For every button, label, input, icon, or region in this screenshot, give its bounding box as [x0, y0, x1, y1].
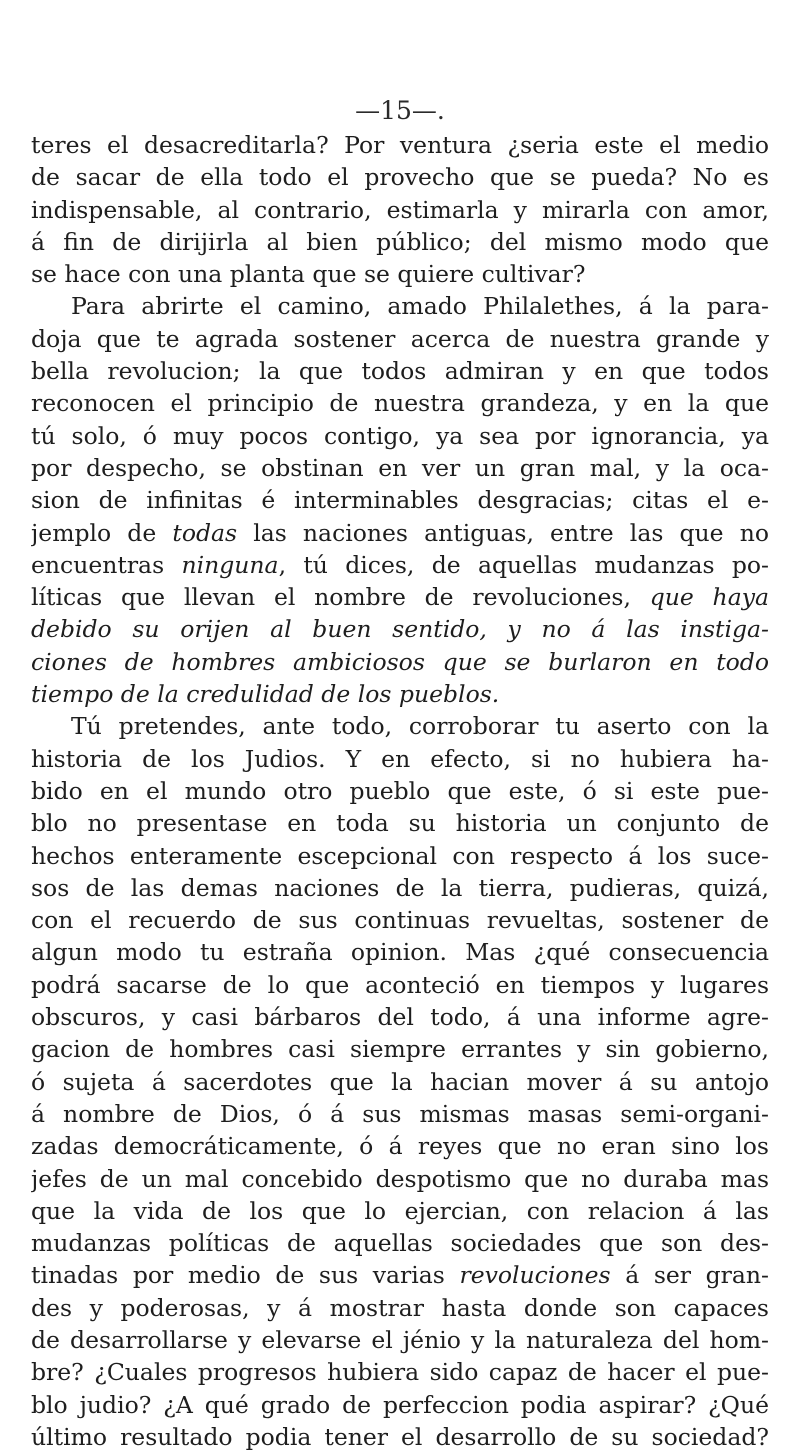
text-line: con el recuerdo de sus continuas revueltas, sostener de — [31, 906, 769, 935]
text-line: tiempo de la credulidad de los pueblos. — [31, 680, 500, 709]
text-line: blo judio? ¿A qué grado de perfeccion podia aspirar? ¿Qué — [31, 1390, 769, 1419]
text-line: á fin de dirijirla al bien público; del mismo modo que — [31, 227, 769, 256]
text-line: Para abrirte el camino, amado Philalethes, á la para- — [71, 292, 769, 321]
text-line: indispensable, al contrario, estimarla y mirarla con amor, — [31, 195, 769, 224]
text-line: jemplo de todas las naciones antiguas, entre las que no — [31, 518, 769, 547]
text-line: á nombre de Dios, ó á sus mismas masas semi-organi- — [31, 1099, 769, 1128]
text-line: bre? ¿Cuales progresos hubiera sido capaz de hacer el pue- — [31, 1358, 769, 1387]
text-line: tinadas por medio de sus varias revoluciones á ser gran- — [31, 1261, 769, 1290]
text-line: líticas que llevan el nombre de revoluciones, que haya — [31, 583, 769, 612]
text-line: podrá sacarse de lo que aconteció en tiempos y lugares — [31, 970, 769, 999]
text-line: encuentras ninguna, tú dices, de aquellas mudanzas po- — [31, 550, 769, 579]
text-line: blo no presentase en toda su historia un conjunto de — [31, 809, 769, 838]
text-line: bella revolucion; la que todos admiran y en que todos — [31, 357, 769, 386]
text-line: historia de los Judios. Y en efecto, si no hubiera ha- — [31, 744, 769, 773]
text-line: des y poderosas, y á mostrar hasta donde son capaces — [31, 1293, 769, 1322]
text-line: que la vida de los que lo ejercian, con relacion á las — [31, 1196, 769, 1225]
text-line: zadas democráticamente, ó á reyes que no eran sino los — [31, 1132, 769, 1161]
italic-phrase: ninguna — [181, 550, 279, 579]
text-line: obscuros, y casi bárbaros del todo, á una informe agre- — [31, 1003, 769, 1032]
text-line: debido su orijen al buen sentido, y no á las instiga- — [31, 615, 769, 644]
text-line: jefes de un mal concebido despotismo que no duraba mas — [31, 1164, 769, 1193]
text-line: hechos enteramente escepcional con respecto á los suce- — [31, 841, 769, 870]
text-line: ó sujeta á sacerdotes que la hacian mover á su antojo — [31, 1067, 769, 1096]
italic-phrase: todas — [172, 518, 238, 547]
text-line: por despecho, se obstinan en ver un gran mal, y la oca- — [31, 453, 769, 482]
italic-phrase: que haya — [649, 583, 769, 612]
text-line: Tú pretendes, ante todo, corroborar tu aserto con la — [71, 712, 769, 741]
text-line: de desarrollarse y elevarse el jénio y la naturaleza del hom- — [31, 1325, 769, 1354]
text-line: sos de las demas naciones de la tierra, pudieras, quizá, — [31, 873, 769, 902]
italic-phrase: revoluciones — [459, 1261, 611, 1290]
text-line: tú solo, ó muy pocos contigo, ya sea por ignorancia, ya — [31, 421, 769, 450]
text-line: de sacar de ella todo el provecho que se pueda? No es — [31, 163, 769, 192]
page-number: —15—. — [355, 96, 445, 125]
text-line: doja que te agrada sostener acerca de nuestra grande y — [31, 324, 769, 353]
text-line: sion de infinitas é interminables desgracias; citas el e- — [31, 486, 769, 515]
body-text — [31, 129, 769, 1453]
text-line: se hace con una planta que se quiere cultivar? — [31, 260, 586, 289]
text-line: mudanzas políticas de aquellas sociedades que son des- — [31, 1229, 769, 1258]
text-line: reconocen el principio de nuestra grandeza, y en la que — [31, 389, 769, 418]
text-line: ciones de hombres ambiciosos que se burlaron en todo — [31, 647, 769, 676]
text-line: último resultado podia tener el desarrollo de su sociedad? — [31, 1422, 769, 1451]
text-line: algun modo tu estraña opinion. Mas ¿qué consecuencia — [31, 938, 769, 967]
text-line: gacion de hombres casi siempre errantes y sin gobierno, — [31, 1035, 769, 1064]
text-line: bido en el mundo otro pueblo que este, ó si este pue- — [31, 776, 769, 805]
text-line: teres el desacreditarla? Por ventura ¿seria este el medio — [31, 131, 769, 159]
